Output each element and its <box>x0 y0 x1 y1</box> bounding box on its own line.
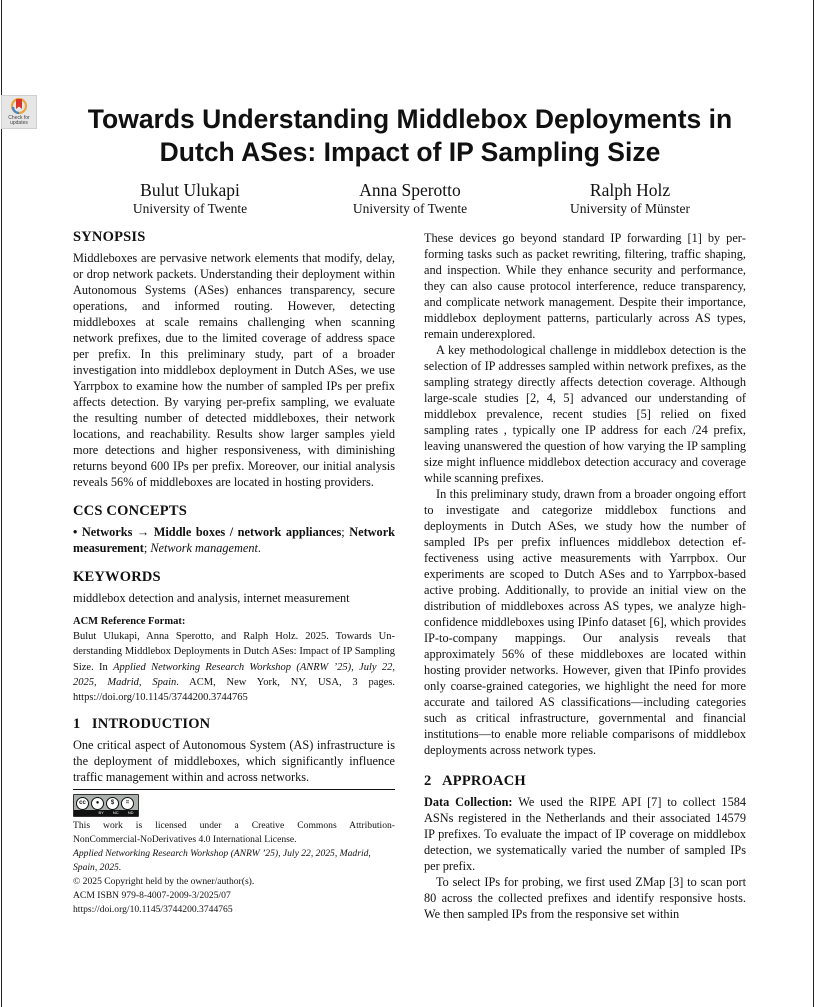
approach-paragraph: To select IPs for probing, we first used ZMap [3] to scan port 80 across the collected prefixes and identify responsive hosts. We then sampled IPs from the responsive set within <box>424 875 746 921</box>
ccs-concept: Networks → Middle boxes / network appliances <box>81 525 342 539</box>
cc-icon: cc <box>76 797 89 810</box>
author-affiliation: University of Twente <box>352 201 468 216</box>
author <box>530 180 730 217</box>
author-name: Bulut Ulukapi <box>140 180 240 200</box>
nd-label: ND <box>127 810 134 816</box>
paper-title: Towards Understanding Middlebox Deployments in Dutch ASes: Impact of IP Sampling Size <box>87 104 733 167</box>
introduction-paragraph: One critical aspect of Autonomous System (AS) infrastructure is the deployment of middleboxes, which significantly influence traffic management within and across networks. <box>73 738 395 785</box>
ccs-separator: ; <box>143 541 151 555</box>
reference-doi-link[interactable]: https://doi.org/10.1145/3744200.3744765 <box>73 692 248 704</box>
approach-text: We used the RIPE API [7] to collect 1584 ASNs registered in the Netherlands and their associated 14579 IP prefixes. To evaluate the impact of IP coverage on middlebox detection, we systematically varied the number of sampled IPs per prefix. <box>424 795 747 873</box>
ccs-heading: CCS CONCEPTS <box>73 503 187 519</box>
nc-label: NC <box>112 810 119 816</box>
ccs-concept: Network management <box>150 541 258 555</box>
license-isbn: ACM ISBN 979-8-4007-2009-3/2025/07 <box>73 890 231 902</box>
author-affiliation: University of Twente <box>132 201 248 216</box>
author-name: Ralph Holz <box>589 180 671 200</box>
license-band <box>74 810 138 816</box>
license-doi-link[interactable]: https://doi.org/10.1145/3744200.3744765 <box>73 904 233 916</box>
keywords-heading: KEYWORDS <box>73 569 161 585</box>
license-line: This work is licensed under a Creative Commons Attribution- <box>73 820 395 832</box>
nd-icon: = <box>121 797 134 810</box>
nc-icon: $ <box>106 797 119 810</box>
by-label: BY <box>98 810 104 816</box>
author-name: Anna Sperotto <box>359 180 461 200</box>
acm-reference-text <box>73 629 395 705</box>
author-list <box>90 180 730 217</box>
footnote-divider <box>73 789 395 790</box>
license-venue: Applied Networking Research Workshop (ANRW ’25), July 22, 2025, Madrid, Spain, 2025. <box>73 848 371 874</box>
synopsis-text: Middleboxes are pervasive network elements that modify, delay, or drop network packets. Understanding their deployment within Autonomous Systems (ASes) enhances transparency, secure operations, and informed routing. However, detecting middleboxes at scale remains challenging when scanning network prefixes, due to the limited coverage of address space per prefix. In this preliminary study, part of a broader investigation into middlebox deployment in Dutch ASes, we use Yarrpbox to examine how the number of sampled IPs per prefix affects detection. By varying per-prefix sampling, we evaluate the resulting number of detected middleboxes, their network locations, and reachability. Results show larger samples yield more detections and higher responsiveness, with diminishing returns beyond 600 IPs per prefix. Moreover, our initial analysis reveals 56% of middleboxes are located in hosting providers. <box>73 251 395 489</box>
introduction-paragraph: These devices go beyond standard IP forwarding [1] by performing tasks such as packet rewriting, filtering, traffic shaping, and inspection. While they enhance security and performance, they can also cause protocol interference, reduce transparency, and complicate network management. Despite their importance, middlebox deployment patterns, particularly across AS types, remain underexplored. <box>424 231 746 341</box>
ccs-concept: Network measurement <box>73 525 395 555</box>
author-affiliation: University of Münster <box>570 201 690 216</box>
approach-paragraph <box>424 794 746 874</box>
data-collection-label: Data Collection: <box>424 795 513 809</box>
acm-reference-heading: ACM Reference Format: <box>73 616 186 627</box>
left-column <box>73 228 395 917</box>
introduction-paragraph: A key methodological challenge in middlebox detection is the selection of IP addresses sampled within network prefixes, as the sampling strategy directly affects detection coverage. Although large-scale studies [2, 4, 5] advanced our understanding of middlebox prevalence, recent studies [5] relied on fixed sampling rates , typically one IP address for each /24 prefix, leaving unanswered the question of how varying the IP sampling size might influence middlebox detection accuracy and coverage while scanning prefixes. <box>424 343 746 485</box>
keywords-text: middlebox detection and analysis, internet measurement <box>73 591 350 605</box>
crossmark-icon <box>11 98 27 116</box>
introduction-heading: 1 INTRODUCTION <box>73 716 211 733</box>
license-copyright: © 2025 Copyright held by the owner/author(s). <box>73 876 255 888</box>
approach-heading: 2 APPROACH <box>424 773 526 789</box>
creative-commons-badge[interactable] <box>73 794 139 817</box>
ccs-separator: ; <box>341 525 350 539</box>
introduction-paragraph: In this preliminary study, drawn from a broader ongoing effort to investigate and categorize middlebox functions and deployments in Dutch ASes, we study how the number of sampled IPs per prefix influences middlebox detection effectiveness using active measurements with Yarrpbox. Our experiments are scoped to Dutch ASes and to Yarrpbox-based active probing. Additionally, to provide an initial view on the distribution of middleboxes across AS types, we analyze high-confidence middleboxes using IPinfo dataset [6], which provides IP-to-company mappings. Our analysis reveals that approximately 56% of these middleboxes are located within hosting provider networks. However, given that IPinfo provides only coarse-grained categories, we highlight the need for more accurate and tailored AS classifications—including categories such as critical infrastructure, governmental and financial institutions—to enable more reliable comparisons of middlebox deployments across network types. <box>424 487 746 757</box>
ccs-bullet: • <box>73 525 78 539</box>
license-block <box>73 819 395 917</box>
ccs-end: . <box>257 541 261 555</box>
ccs-concepts <box>73 524 395 556</box>
right-column <box>424 230 746 922</box>
author <box>310 180 510 217</box>
reference-authors-title: Bulut Ulukapi, Anna Sperotto, and Ralph Holz. 2025. Towards Understanding Middlebox Deployments in Dutch ASes: Impact of IP Sampling Size. In <box>73 631 395 673</box>
reference-publisher: . ACM, New York, NY, USA, 3 pages. <box>176 676 395 688</box>
reference-venue: Applied Networking Research Workshop (ANRW ’25), July 22, 2025, Madrid, Spain <box>73 661 395 688</box>
license-line: NonCommercial-NoDerivatives 4.0 International License. <box>73 834 297 846</box>
synopsis-heading: SYNOPSIS <box>73 229 146 245</box>
check-for-updates-button[interactable] <box>1 95 37 129</box>
check-for-updates-label: Check for updates <box>8 115 30 126</box>
by-icon: ● <box>91 797 104 810</box>
author <box>90 180 290 217</box>
